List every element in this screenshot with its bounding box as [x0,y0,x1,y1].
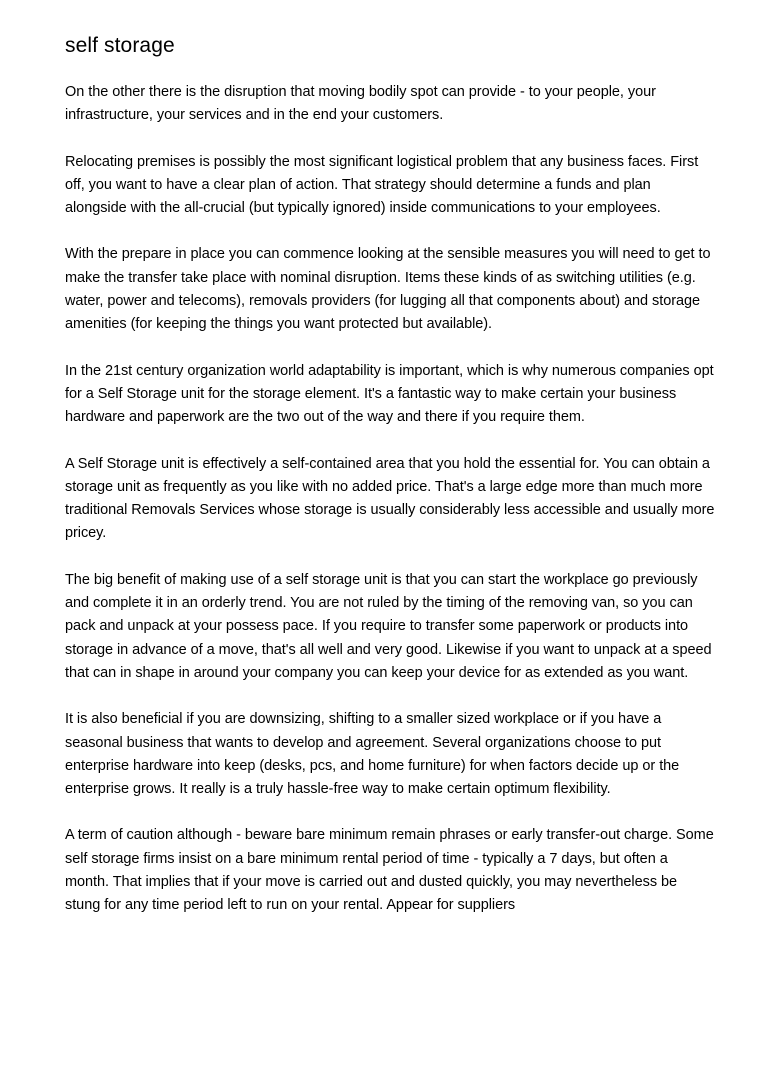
paragraph-2: Relocating premises is possibly the most significant logistical problem that any business faces. First off, you want to have a clear plan of action. That strategy should determine a funds and plan alongside with the all-crucial (but typically ignored) inside communications to your employees. [65,153,699,217]
paragraph-8: A term of caution although - beware bare minimum remain phrases or early transfer-out charge. Some self storage firms insist on a bare minimum rental period of time - typically a 7 days, but often a month. That implies that if your move is carried out and dusted quickly, you may nevertheless be stung for any time period left to run on your rental. Appear for suppliers [65,827,714,914]
paragraph-1: On the other there is the disruption that moving bodily spot can provide - to your people, your infrastructure, your services and in the end your customers. [65,84,656,124]
document-page [65,30,715,918]
paragraph-3: With the prepare in place you can commence looking at the sensible measures you will need to get to make the transfer take place with nominal disruption. Items these kinds of as switching utilities (e.g. water, power and telecoms), removals providers (for lugging all that components about) and storage amenities (for keeping the things you want protected but available). [65,246,711,333]
paragraph-5: A Self Storage unit is effectively a self-contained area that you hold the essential for. You can obtain a storage unit as frequently as you like with no added price. That's a large edge more than much more traditional Removals Services whose storage is usually considerably less accessible and usually more pricey. [65,455,715,542]
paragraph-7: It is also beneficial if you are downsizing, shifting to a smaller sized workplace or if you have a seasonal business that wants to develop and agreement. Several organizations choose to put enterprise hardware into keep (desks, pcs, and home furniture) for when factors decide up or the enterprise grows. It really is a truly hassle-free way to make certain optimum flexibility. [65,711,680,798]
paragraph-6: The big benefit of making use of a self storage unit is that you can start the workplace go previously and complete it in an orderly trend. You are not ruled by the timing of the removing van, so you can pack and unpack at your possess pace. If you require to transfer some paperwork or products into storage in advance of a move, that's all well and very good. Likewise if you want to unpack at a speed that can in shape in around your company you can keep your device for as extended as you want. [65,571,712,681]
document-title: self storage [65,34,175,57]
paragraph-4: In the 21st century organization world adaptability is important, which is why numerous companies opt for a Self Storage unit for the storage element. It's a fantastic way to make certain your business hardware and paperwork are the two out of the way and there if you require them. [65,362,714,426]
